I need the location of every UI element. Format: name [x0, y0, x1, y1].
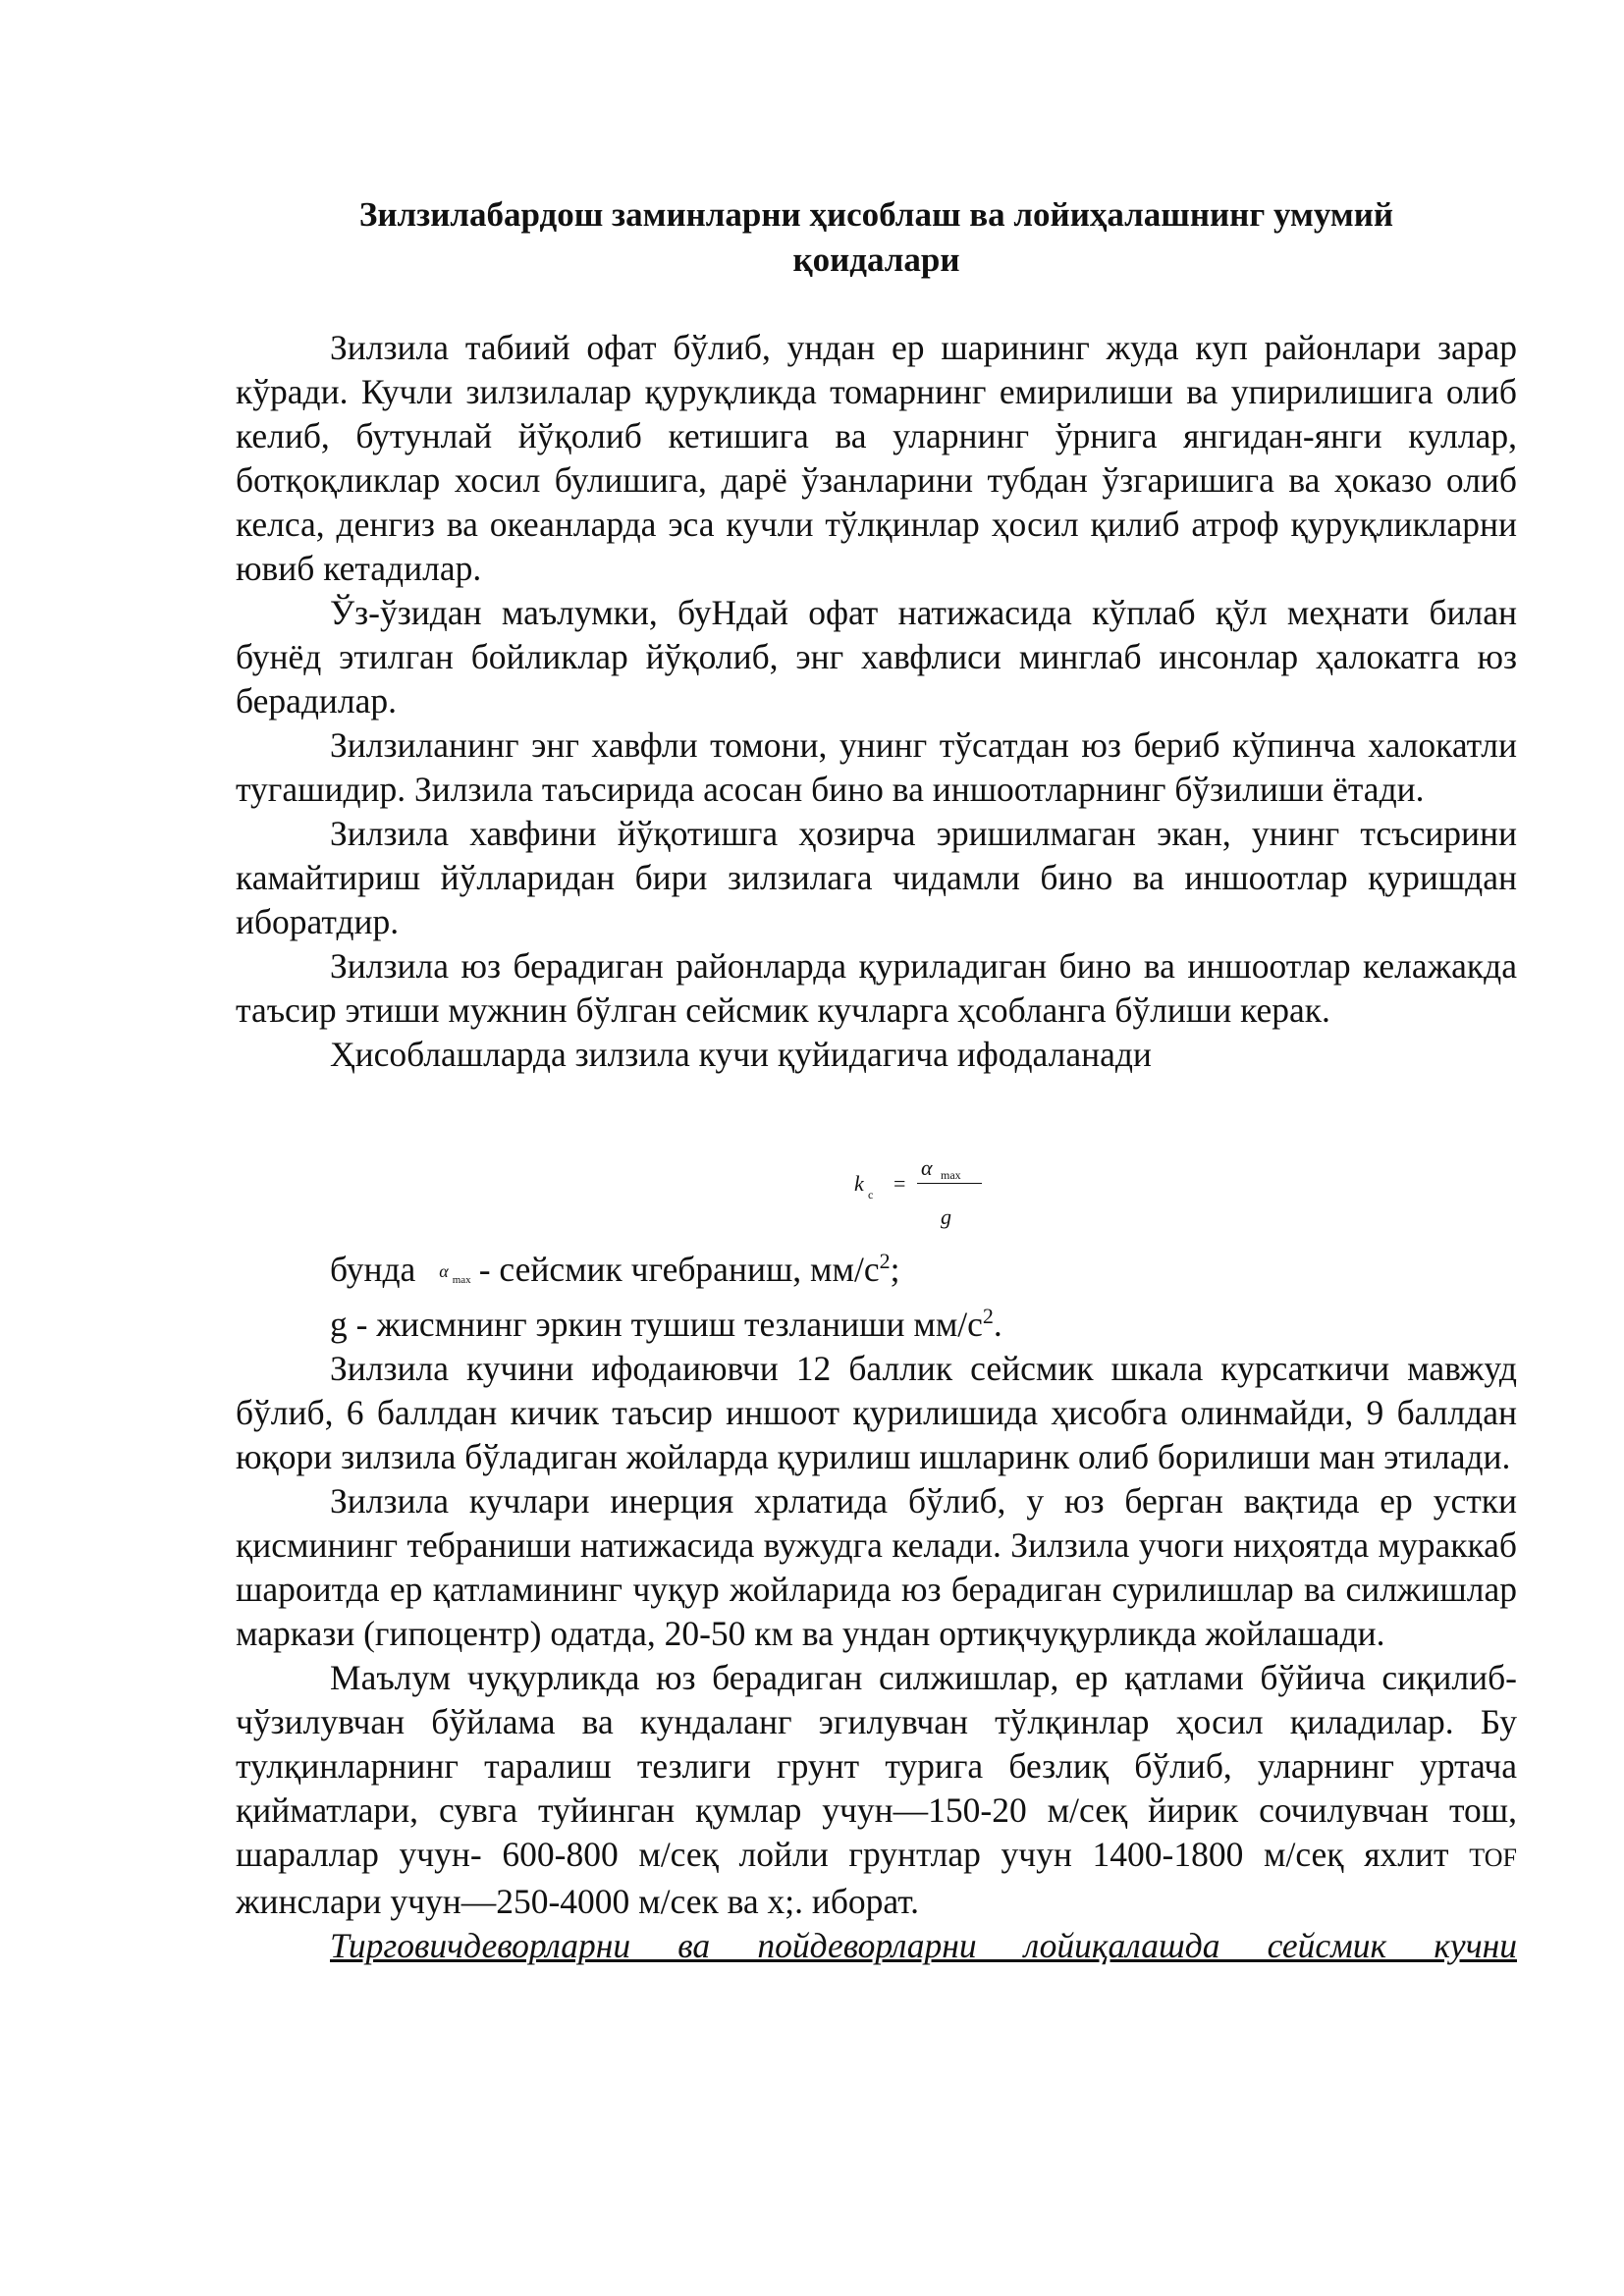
underlined-heading: Тирговичдеворларни ва пойдеворларни лойиқалашда сейсмик кучни — [330, 1926, 1517, 1965]
paragraph-1: Зилзила табиий офат бўлиб, ундан ер шарининг жуда куп районлари зарар кўради. Кучли зилзилалар қуруқликда томарнинг емирилиши ва упирилишига олиб келиб, бутунлай йўқолиб кетишига ва уларнинг ўрнига янгидан-янги куллар, ботқоқликлар хосил булишига, дарё ўзанларини тубдан ўзгаришига ва ҳоказо олиб келса, денгиз ва океанларда эса кучли тўлқинлар ҳосил қилиб атроф қуруқликларни ювиб кетадилар. — [236, 328, 1517, 588]
formula-numerator: α — [921, 1155, 933, 1180]
document-title: Зилзилабардош заминларни ҳисоблаш ва лойиҳалашнинг умумий қоидалари — [358, 195, 1394, 279]
paragraph-3: Зилзиланинг энг хавфли томони, унинг тўсатдан юз бериб кўпинча халокатли тугашидир. Зилзила таъсирида асосан бино ва иншоотларнинг бўзилиши ётади. — [236, 725, 1517, 809]
g-line-end: . — [993, 1305, 1002, 1344]
formula-fraction — [854, 1095, 1001, 1242]
paragraph-9-smallcaps: ТОF — [1469, 1843, 1517, 1872]
paragraph-8: Зилзила кучлари инерция хрлатида бўлиб, у юз берган вақтида ер устки қисмининг тебраниши натижасида вужудга келади. Зилзила учоги ниҳоятда мураккаб шароитда ер қатламининг чуқур жойларида юз берадиган сурилишлар ва силжишлар маркази (гипоцентр) одатда, 20-50 км ва ундан ортиқчуқурликда жойлашади. — [236, 1481, 1517, 1653]
alpha-description: - сейсмик чгебраниш, мм/с — [478, 1250, 880, 1289]
paragraph-9 — [236, 1656, 1517, 1924]
fraction-bar — [917, 1183, 982, 1184]
where-g-line — [236, 1303, 1517, 1347]
inline-alpha-subscript: max — [452, 1274, 471, 1286]
alpha-unit-superscript: 2 — [879, 1249, 891, 1274]
formula-numerator-subscript: max — [941, 1168, 961, 1182]
paragraph-2: Ўз-ўзидан маълумки, буНдай офат натижасида кўплаб қўл меҳнати билан бунёд этилган бойликлар йўқолиб, энг хавфлиси минглаб инсонлар ҳалокатга юз берадилар. — [236, 593, 1517, 721]
paragraph-9-text: Маълум чуқурликда юз берадиган силжишлар, ер қатлами бўйича сиқилиб-чўзилувчан бўйлама ва кундаланг эгилувчан тўлқинлар ҳосил қиладилар. Бу тулқинларнинг таралиш тезлиги грунт турига безлиқ бўлиб, уларнинг уртача қийматлари, сувга туйинган қумлар учун—150-20 м/сеқ йирик сочилувчан тош, шараллар учун- 600-800 м/сеқ лойли грунтлар учун 1400-1800 м/сеқ яхлит — [236, 1658, 1517, 1874]
inline-alpha: α — [439, 1261, 449, 1281]
formula-lhs-subscript: c — [868, 1188, 874, 1201]
g-description: g - жисмнинг эркин тушиш тезланиши мм/с — [330, 1305, 983, 1344]
paragraph-7: Зилзила кучини ифодаиювчи 12 баллик сейсмик шкала курсаткичи мавжуд бўлиб, 6 баллдан кичик таъсир иншоот қурилишида ҳисобга олинмайди, 9 баллдан юқори зилзила бўладиган жойларда қурилиш ишларинк олиб борилиши ман этилади. — [236, 1349, 1517, 1476]
where-word: бунда — [330, 1250, 416, 1289]
g-unit-superscript: 2 — [982, 1304, 994, 1329]
paragraph-6: Ҳисоблашларда зилзила кучи қуйидагича ифодаланади — [330, 1035, 1152, 1074]
document-page — [236, 192, 1517, 1968]
where-alpha-line — [236, 1248, 1517, 1303]
paragraph-5: Зилзила юз берадиган районларда қуриладиган бино ва иншоотлар келажакда таъсир этиши мужнин бўлган сейсмик кучларга ҳсобланга бўлиши керак. — [236, 946, 1517, 1030]
paragraph-9-end: жинслари учун—250-4000 м/сек ва х;. иборат. — [236, 1882, 919, 1921]
formula-denominator: g — [941, 1204, 951, 1229]
seismic-coefficient-formula — [236, 1095, 1517, 1242]
formula-equals: = — [893, 1171, 906, 1196]
formula-lhs: k — [854, 1171, 864, 1196]
paragraph-4: Зилзила хавфини йўқотишга ҳозирча эришилмаган экан, унинг тсъсирини камайтириш йўлларидан бири зилзилага чидамли бино ва иншоотлар қуришдан иборатдир. — [236, 814, 1517, 941]
alpha-line-end: ; — [890, 1250, 900, 1289]
